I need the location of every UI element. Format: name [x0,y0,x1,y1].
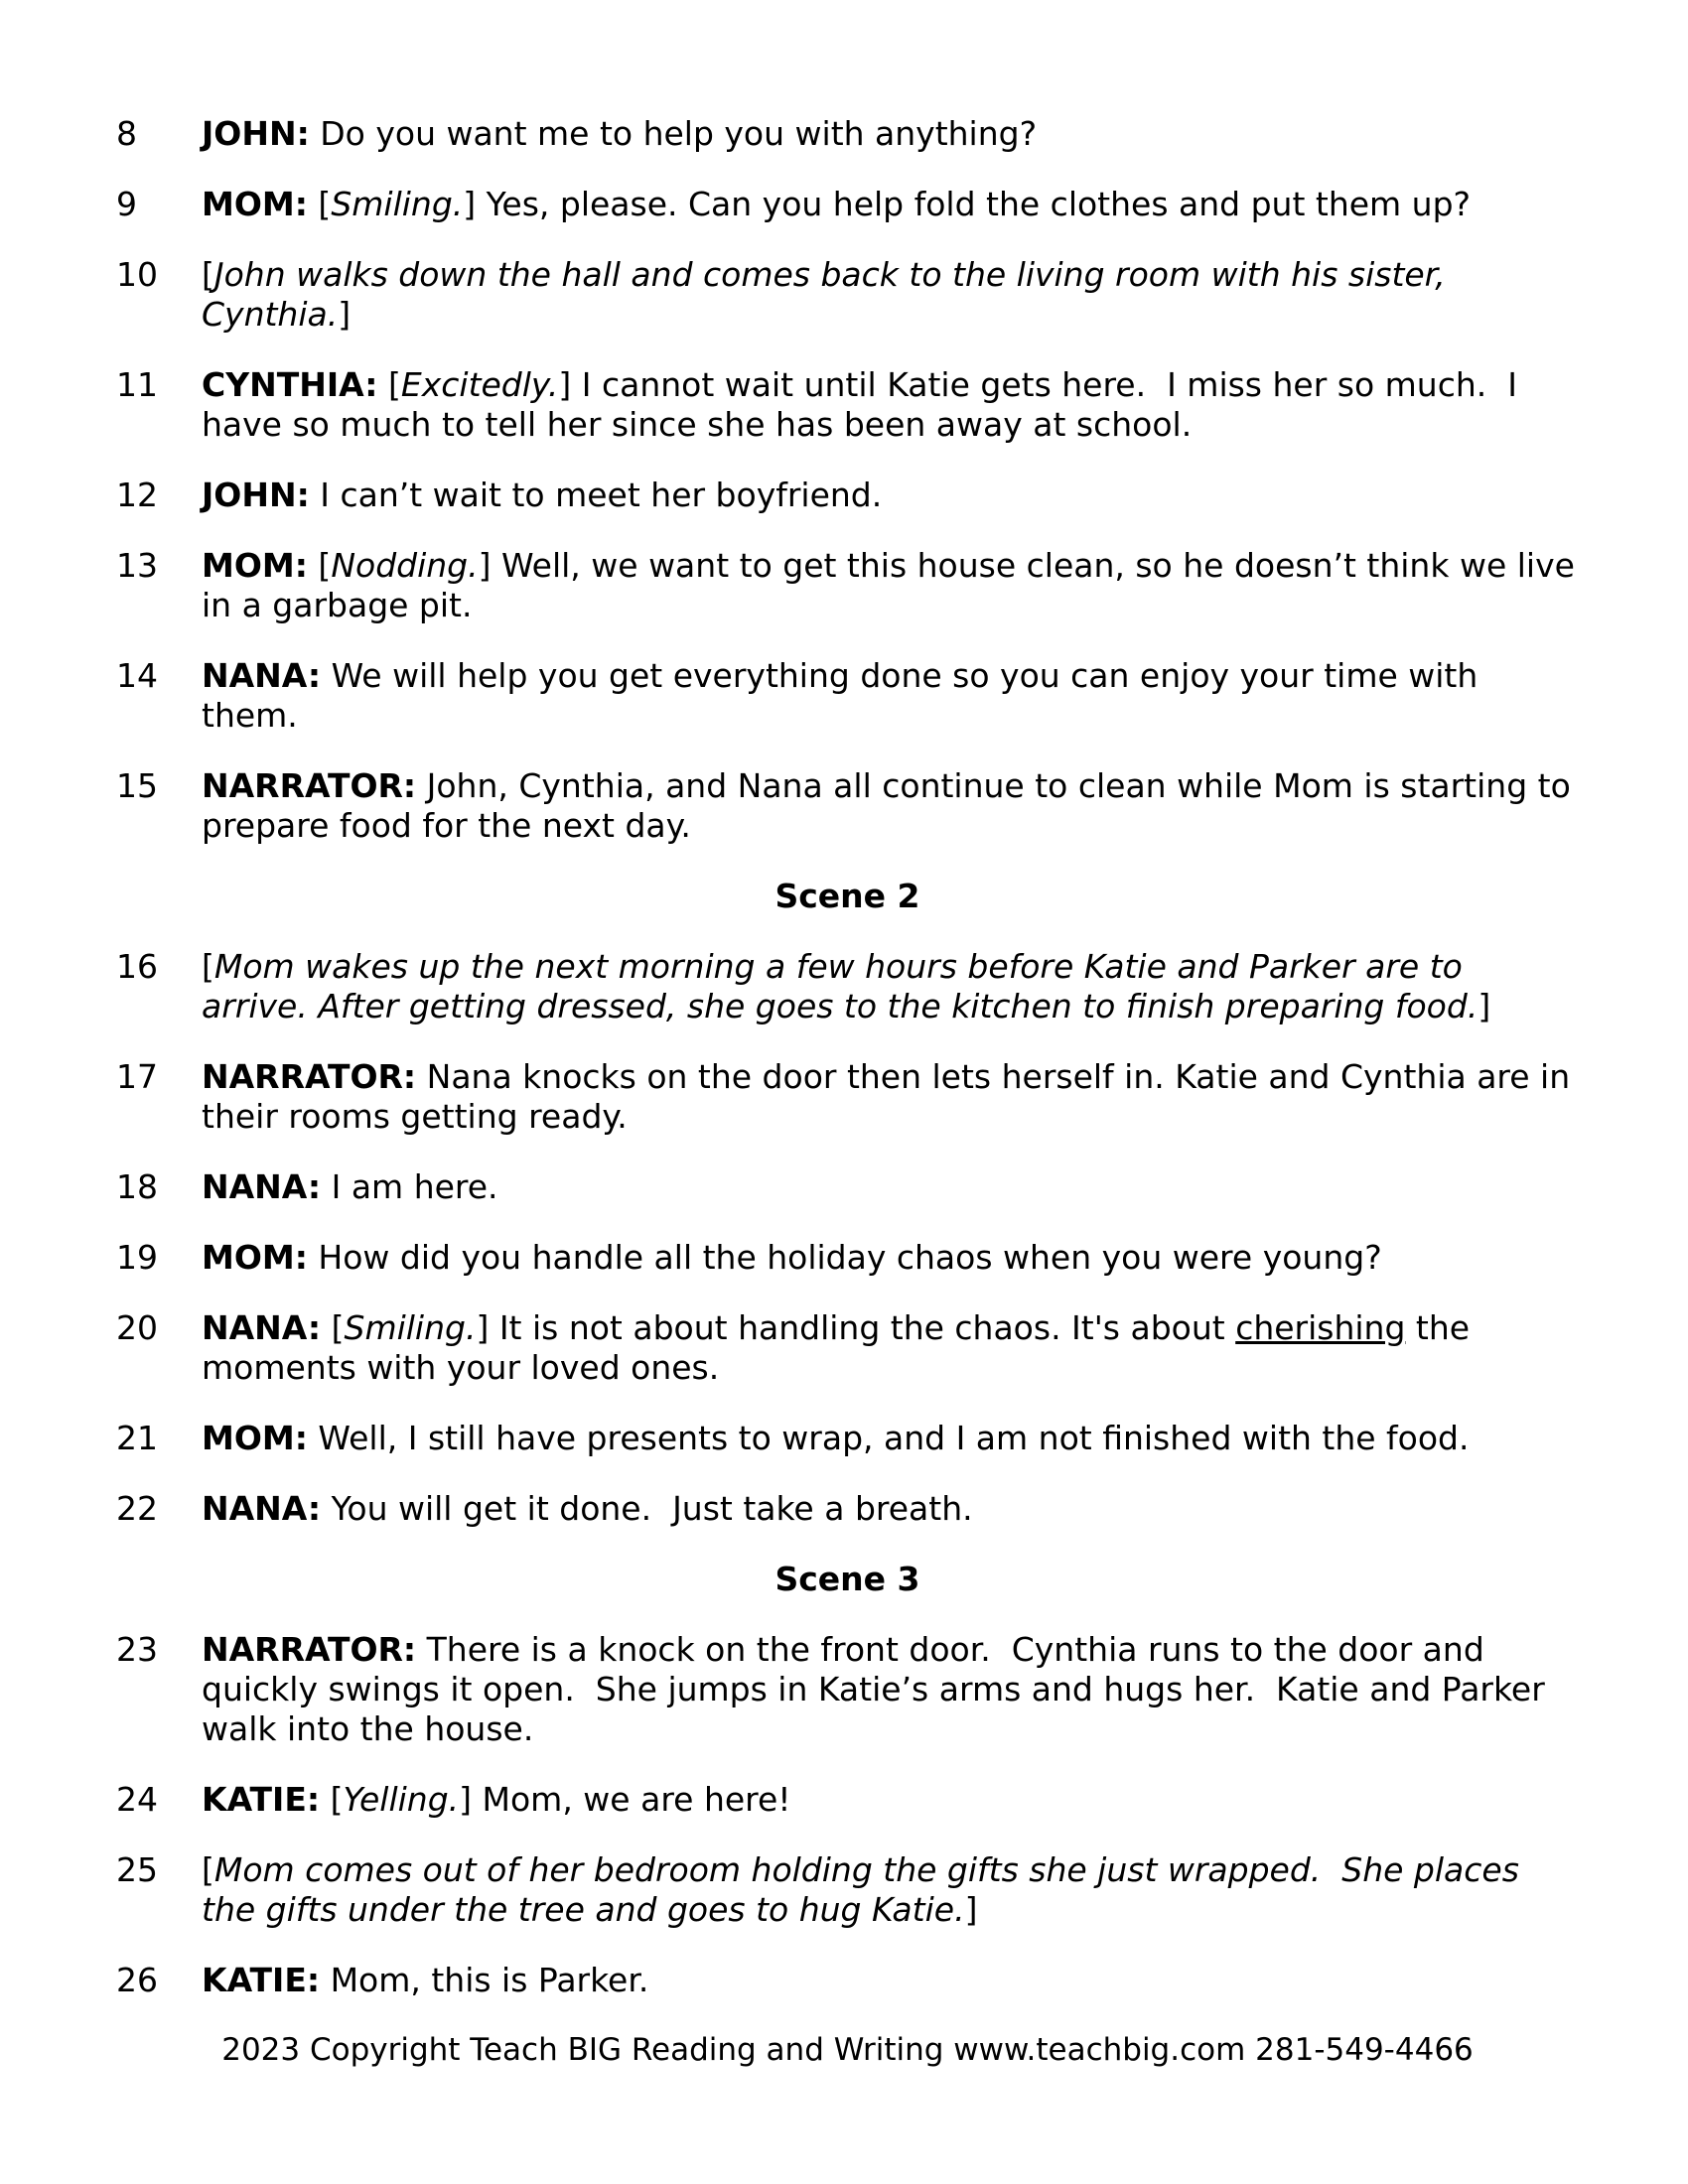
line-text [202,114,1577,154]
script-line [116,1308,1579,1388]
script-body [116,114,1586,2000]
speaker-name: MOM: [202,546,308,585]
line-number: 18 [116,1167,158,1206]
page-footer: 2023 Copyright Teach BIG Reading and Writing www.teachbig.com 281-549-4466 [221,2032,1474,2068]
stage-direction: Smiling. [331,185,464,223]
dialogue-text: There is a knock on the front door. Cynthia runs to the door and quickly swings it open. She jumps in Katie’s arms and hugs her. Katie and Parker walk into the house. [202,1630,1556,1748]
dialogue-text: [ [321,1308,345,1347]
underlined-word: cherishing [1235,1308,1406,1347]
line-text [202,1780,1577,1820]
dialogue-text: I am here. [321,1167,498,1206]
dialogue-text: ] [964,1890,978,1929]
dialogue-text: You will get it done. Just take a breath. [321,1489,973,1528]
line-text [202,546,1586,625]
stage-direction: Nodding. [331,546,479,585]
dialogue-text: [ [202,255,214,294]
line-number: 11 [116,365,158,404]
line-text [202,1850,1577,1930]
dialogue-text: John, Cynthia, and Nana all continue to clean while Mom is starting to prepare food for the next day. [202,766,1582,845]
dialogue-text: ] It is not about handling the chaos. It's about [476,1308,1236,1347]
stage-direction: John walks down the hall and comes back to the living room with his sister, Cynthia. [202,255,1457,334]
speaker-name: KATIE: [202,1961,321,1999]
scene-heading: Scene 3 [774,1560,920,1598]
script-line [116,114,1579,154]
dialogue-text: Do you want me to help you with anything? [309,114,1038,153]
line-number: 8 [116,114,137,153]
scene-heading: Scene 2 [774,877,920,915]
script-line [116,476,1579,515]
speaker-name: NARRATOR: [202,1630,417,1669]
stage-direction: Mom comes out of her bedroom holding the gifts she just wrapped. She places the gifts under the tree and goes to hug Katie. [202,1850,1530,1929]
script-line [116,365,1579,445]
line-number: 23 [116,1630,158,1669]
dialogue-text: Mom, this is Parker. [320,1961,649,1999]
dialogue-text: [ [377,365,401,404]
speaker-name: NANA: [202,656,322,695]
script-line [116,185,1579,224]
speaker-name: NARRATOR: [202,766,417,805]
line-text [202,1308,1577,1388]
line-text [202,766,1582,846]
script-line [116,766,1582,846]
line-text [202,1419,1577,1458]
dialogue-text: ] Mom, we are here! [459,1780,791,1819]
speaker-name: JOHN: [202,476,310,514]
speaker-name: NANA: [202,1489,322,1528]
script-line [116,656,1579,736]
line-number: 15 [116,766,158,805]
line-text [202,365,1577,445]
speaker-name: KATIE: [202,1780,321,1819]
line-text [202,947,1577,1026]
line-text [202,476,1577,515]
dialogue-text: [ [307,546,332,585]
dialogue-text: ] Well, we want to get this house clean, so he doesn’t think we live in a garbage pit. [202,546,1586,624]
script-line [116,1419,1579,1458]
line-text [202,255,1577,335]
dialogue-text: the moments with your loved ones. [202,1308,1480,1387]
speaker-name: JOHN: [202,114,310,153]
speaker-name: NANA: [202,1167,322,1206]
line-number: 20 [116,1308,158,1347]
line-number: 26 [116,1961,158,1999]
dialogue-text: ] I cannot wait until Katie gets here. I miss her so much. I have so much to tell her since she has been away at school. [202,365,1528,444]
line-number: 9 [116,185,137,223]
script-line [116,1961,1579,2000]
dialogue-text: I can’t wait to meet her boyfriend. [309,476,883,514]
stage-direction: Smiling. [344,1308,477,1347]
dialogue-text: [ [307,185,332,223]
dialogue-text: Nana knocks on the door then lets herself in. Katie and Cynthia are in their rooms getting ready. [202,1057,1581,1136]
dialogue-text: We will help you get everything done so you can enjoy your time with them. [202,656,1488,735]
line-number: 10 [116,255,158,294]
dialogue-text: ] [338,295,352,334]
speaker-name: NARRATOR: [202,1057,417,1096]
script-line [116,1850,1579,1930]
script-line [116,255,1579,335]
script-line [116,1167,1579,1207]
line-text [202,1961,1577,2000]
stage-direction: Yelling. [343,1780,460,1819]
script-line [116,1630,1579,1749]
line-text [202,656,1577,736]
speaker-name: MOM: [202,1238,308,1277]
dialogue-text: [ [202,947,214,986]
dialogue-text: [ [202,1850,214,1889]
line-number: 19 [116,1238,158,1277]
dialogue-text: ] [1477,987,1491,1025]
stage-direction: Mom wakes up the next morning a few hours before Katie and Parker are to arrive. After getting dressed, she goes to the kitchen to finish preparing food. [202,947,1478,1025]
script-line [116,1489,1579,1529]
speaker-name: CYNTHIA: [202,365,378,404]
line-number: 17 [116,1057,158,1096]
script-line [116,1238,1579,1278]
line-number: 12 [116,476,158,514]
line-number: 21 [116,1419,158,1457]
speaker-name: MOM: [202,1419,308,1457]
speaker-name: MOM: [202,185,308,223]
dialogue-text: Well, I still have presents to wrap, and I am not finished with the food. [307,1419,1470,1457]
line-text [202,1630,1577,1749]
script-line [116,546,1586,625]
line-text [202,1167,1577,1207]
speaker-name: NANA: [202,1308,322,1347]
dialogue-text: How did you handle all the holiday chaos when you were young? [307,1238,1382,1277]
line-number: 16 [116,947,158,986]
line-number: 22 [116,1489,158,1528]
line-number: 14 [116,656,158,695]
script-line [116,947,1579,1026]
script-line [116,1780,1579,1820]
line-text [202,1057,1581,1137]
line-number: 13 [116,546,158,585]
stage-direction: Excitedly. [400,365,559,404]
line-number: 24 [116,1780,158,1819]
line-text [202,1238,1577,1278]
script-line [116,1057,1579,1137]
line-text [202,1489,1577,1529]
line-text [202,185,1577,224]
dialogue-text: ] Yes, please. Can you help fold the clothes and put them up? [463,185,1472,223]
line-number: 25 [116,1850,158,1889]
dialogue-text: [ [320,1780,344,1819]
